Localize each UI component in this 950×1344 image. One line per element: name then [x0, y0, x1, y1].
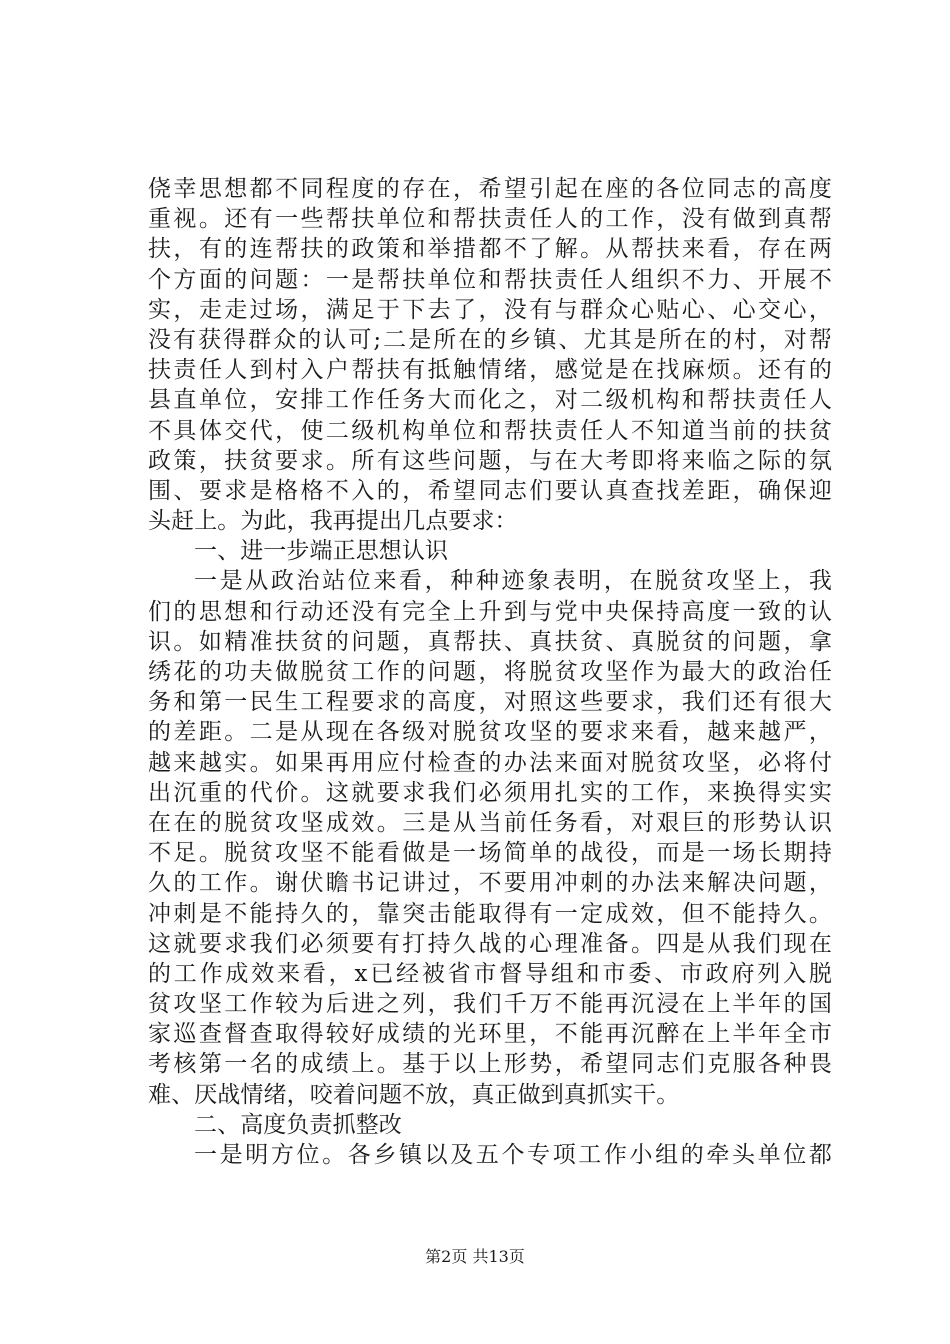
paragraph-line: 不足。脱贫攻坚不能看做是一场简单的战役，而是一场长期持 [148, 840, 832, 867]
paragraph-line: 久的工作。谢伏瞻书记讲过，不要用冲刺的办法来解决问题， [148, 870, 832, 897]
section-heading: 二、高度负责抓整改 [194, 1111, 402, 1138]
paragraph-line: 冲刺是不能持久的，靠突击能取得有一定成效，但不能持久。 [148, 900, 832, 927]
page-footer: 第2页 共13页 [425, 1247, 525, 1266]
paragraph-line: 考核第一名的成绩上。基于以上形势，希望同志们克服各种畏 [148, 1051, 832, 1078]
paragraph-line: 县直单位，安排工作任务大而化之，对二级机构和帮扶责任人 [148, 387, 832, 414]
paragraph-line: 扶责任人到村入户帮扶有抵触情绪，感觉是在找麻烦。还有的 [148, 357, 832, 384]
paragraph-line: 的工作成效来看，x已经被省市督导组和市委、市政府列入脱 [148, 960, 832, 987]
paragraph-line: 实，走走过场，满足于下去了，没有与群众心贴心、心交心， [148, 296, 832, 323]
paragraph-line: 家巡查督查取得较好成绩的光环里，不能再沉醉在上半年全市 [148, 1021, 832, 1048]
paragraph-line: 扶，有的连帮扶的政策和举措都不了解。从帮扶来看，存在两 [148, 236, 832, 263]
paragraph-line: 务和第一民生工程要求的高度，对照这些要求，我们还有很大 [148, 689, 832, 716]
paragraph-line: 贫攻坚工作较为后进之列，我们千万不能再沉浸在上半年的国 [148, 991, 832, 1018]
paragraph-line: 识。如精准扶贫的问题，真帮扶、真扶贫、真脱贫的问题，拿 [148, 628, 832, 655]
paragraph-line: 围、要求是格格不入的，希望同志们要认真查找差距，确保迎 [148, 477, 832, 504]
paragraph-line: 难、厌战情绪，咬着问题不放，真正做到真抓实干。 [148, 1081, 680, 1108]
paragraph-line: 出沉重的代价。这就要求我们必须用扎实的工作，来换得实实 [148, 779, 832, 806]
paragraph-line: 头赶上。为此，我再提出几点要求： [148, 508, 518, 535]
paragraph-line: 这就要求我们必须要有打持久战的心理准备。四是从我们现在 [148, 930, 832, 957]
paragraph-line: 政策，扶贫要求。所有这些问题，与在大考即将来临之际的氛 [148, 447, 832, 474]
paragraph-line: 绣花的功夫做脱贫工作的问题，将脱贫攻坚作为最大的政治任 [148, 659, 832, 685]
section-heading: 一、进一步端正思想认识 [194, 538, 449, 565]
paragraph-line: 们的思想和行动还没有完全上升到与党中央保持高度一致的认 [148, 598, 832, 625]
paragraph-line: 个方面的问题：一是帮扶单位和帮扶责任人组织不力、开展不 [148, 266, 832, 293]
paragraph-line: 一是从政治站位来看，种种迹象表明，在脱贫攻坚上，我 [194, 568, 832, 595]
document-body [148, 174, 832, 1170]
paragraph-line: 的差距。二是从现在各级对脱贫攻坚的要求来看，越来越严， [148, 719, 832, 746]
paragraph-line: 不具体交代，使二级机构单位和帮扶责任人不知道当前的扶贫 [148, 417, 832, 444]
paragraph-line: 越来越实。如果再用应付检查的办法来面对脱贫攻坚，必将付 [148, 749, 832, 776]
paragraph-line: 一是明方位。各乡镇以及五个专项工作小组的牵头单位都 [194, 1142, 832, 1168]
paragraph-line: 重视。还有一些帮扶单位和帮扶责任人的工作，没有做到真帮 [148, 206, 832, 233]
paragraph-line: 在在的脱贫攻坚成效。三是从当前任务看，对艰巨的形势认识 [148, 809, 832, 836]
paragraph-line: 侥幸思想都不同程度的存在，希望引起在座的各位同志的高度 [148, 176, 832, 202]
paragraph-line: 没有获得群众的认可;二是所在的乡镇、尤其是所在的村，对帮 [148, 326, 832, 353]
